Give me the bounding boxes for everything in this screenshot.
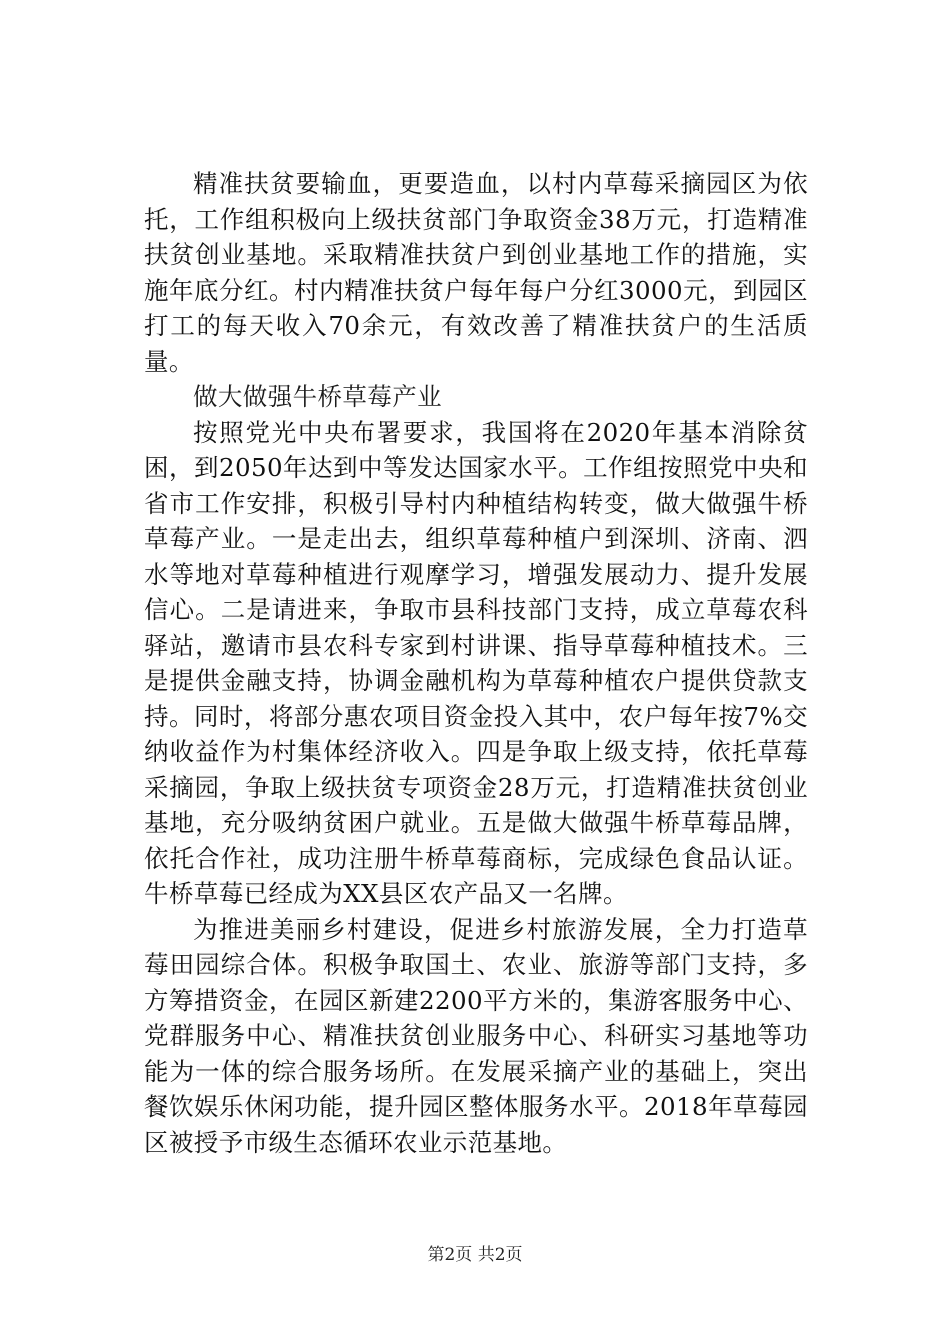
paragraph-poverty-alleviation-base: 精准扶贫要输血，更要造血，以村内草莓采摘园区为依托，工作组积极向上级扶贫部门争取资金38万元，打造精准扶贫创业基地。采取精准扶贫户到创业基地工作的措施，实施年底分红。村内精准扶贫户每年每户分红3000元，到园区打工的每天收入70余元，有效改善了精准扶贫户的生活质量。: [144, 169, 808, 376]
paragraph-strawberry-industry-measures: 按照党光中央布署要求，我国将在2020年基本消除贫困，到2050年达到中等发达国家水平。工作组按照党中央和省市工作安排，积极引导村内种植结构转变，做大做强牛桥草莓产业。一是走出去，组织草莓种植户到深圳、济南、泗水等地对草莓种植进行观摩学习，增强发展动力、提升发展信心。二是请进来，争取市县科技部门支持，成立草莓农科驿站，邀请市县农科专家到村讲课、指导草莓种植技术。三是提供金融支持，协调金融机构为草莓种植农户提供贷款支持。同时，将部分惠农项目资金投入其中，农户每年按7%交纳收益作为村集体经济收入。四是争取上级支持，依托草莓采摘园，争取上级扶贫专项资金28万元，打造精准扶贫创业基地，充分吸纳贫困户就业。五是做大做强牛桥草莓品牌，依托合作社，成功注册牛桥草莓商标，完成绿色食品认证。牛桥草莓已经成为XX县区农产品又一名牌。: [144, 417, 808, 908]
paragraph-rural-tourism: 为推进美丽乡村建设，促进乡村旅游发展，全力打造草莓田园综合体。积极争取国土、农业、旅游等部门支持，多方筹措资金，在园区新建2200平方米的，集游客服务中心、党群服务中心、精准扶贫创业服务中心、科研实习基地等功能为一体的综合服务场所。在发展采摘产业的基础上，突出餐饮娱乐休闲功能，提升园区整体服务水平。2018年草莓园区被授予市级生态循环农业示范基地。: [144, 914, 808, 1157]
document-body: [144, 166, 808, 1160]
section-heading-strawberry-industry: 做大做强牛桥草莓产业: [193, 382, 442, 411]
page-number-footer: 第2页 共2页: [427, 1245, 523, 1265]
